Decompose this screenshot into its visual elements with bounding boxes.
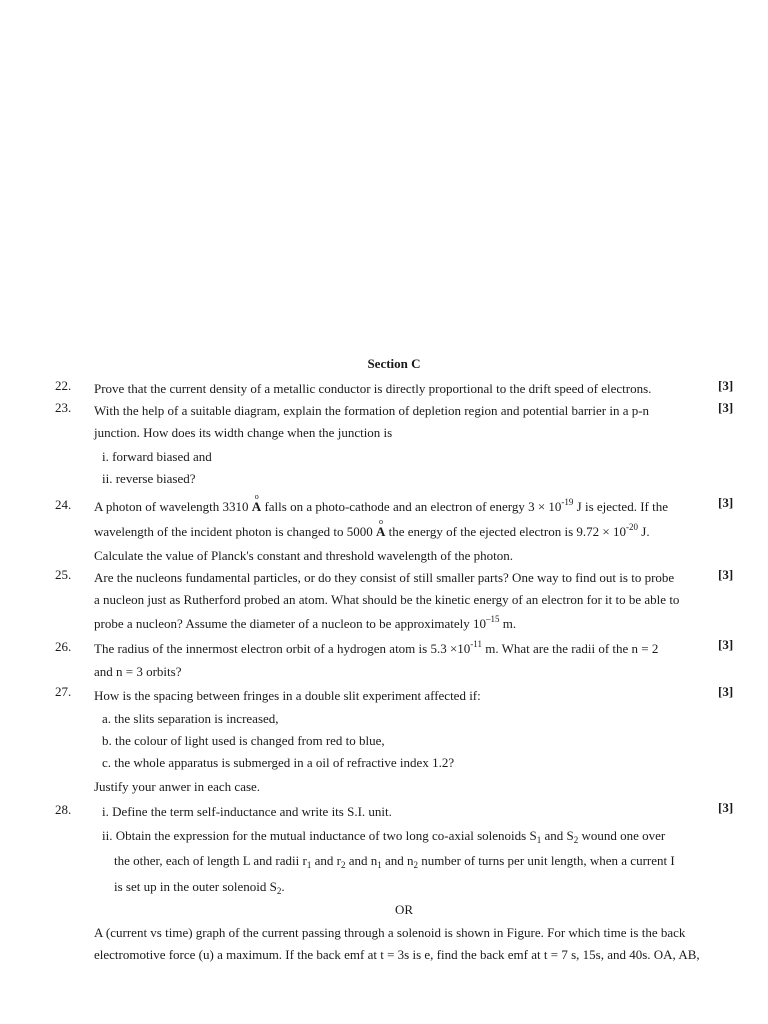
question-number: 27. — [55, 684, 72, 699]
question-text: i. Define the term self-inductance and write its S.I. unit. ii. Obtain the expression for the mutual inductance of two long co-axial solenoids $S_1$ and $S_2$ wound one over the other, each of length L and radii $r_1$ and $r_2$ and $n_1$ and $n_2$ number of turns per unit length, when a current I is set up in the outer solenoid $S_2$. — [94, 800, 734, 900]
question-number: 22. — [55, 378, 72, 393]
angstrom-unit: o A — [252, 495, 261, 519]
marks: [3] — [718, 800, 734, 815]
list-item: ii. Obtain the expression for the mutual inductance of two long co-axial solenoids $S_1$ and $S_2$ wound one over — [102, 828, 666, 845]
marks: [3] — [718, 378, 734, 393]
list-item: c. the whole apparatus is submerged in a oil of refractive index 1.2? — [102, 755, 455, 770]
question-text: A photon of wavelength 3310 o A falls on a photo-cathode and an electron of energy $3 \times 10^{-19}$ J is ejected. If the wavelength of the incident photon is changed to 5000 o A the energy of the ejected electron is $9.72 \times 10^{-20}$ J. Calculate the value of Planck's constant and threshold wavelength of the photon. — [94, 495, 706, 567]
question-number: 28. — [55, 802, 72, 817]
angstrom-unit: o A — [376, 519, 385, 545]
marks: [3] — [718, 400, 734, 415]
marks: [3] — [718, 567, 734, 582]
marks: [3] — [718, 684, 734, 699]
or-question-text: A (current vs time) graph of the current passing through a solenoid is shown in Figure. For which time is the back electromotive force (u) a maximum. If the back emf at t = 3s is e, find the back emf at t = 7 s, 15s, and 40s. OA, AB, — [94, 925, 700, 962]
question-text: Prove that the current density of a metallic conductor is directly proportional to the drift speed of electrons. — [94, 381, 652, 396]
marks: [3] — [718, 637, 734, 652]
question-number: 25. — [55, 567, 72, 582]
list-item: ii. reverse biased? — [102, 471, 196, 486]
list-item: a. the slits separation is increased, — [102, 711, 279, 726]
question-text: The radius of the innermost electron orbit of a hydrogen atom is $5.3 \times 10^{-11}$ m. What are the radii of the n = 2 and n = 3 orbits? — [94, 639, 659, 679]
question-number: 24. — [55, 497, 72, 512]
question-text: Are the nucleons fundamental particles, or do they consist of still smaller parts? One way to find out is to probe a nucleon just as Rutherford probed an atom. What should be the kinetic energy of an electron for it to be able to probe a nucleon? Assume the diameter of a nucleon to be approximately $10^{-15}$ m. — [94, 570, 680, 631]
marks: [3] — [718, 495, 734, 510]
question-text: How is the spacing between fringes in a double slit experiment affected if: a. the slits separation is increased, b. the colour of light used is changed from red to blue, c. the whole apparatus is submerged in a oil of refractive index 1.2? Justify your anwer in each case. — [94, 684, 706, 800]
question-number: 26. — [55, 639, 72, 654]
list-item: b. the colour of light used is changed from red to blue, — [102, 733, 385, 748]
question-text: With the help of a suitable diagram, explain the formation of depletion region and potential barrier in a p-n junction. How does its width change when the junction is i. forward biased and ii. reverse biased? — [94, 400, 706, 490]
or-divider: OR — [394, 902, 414, 917]
section-title: Section C — [367, 356, 421, 371]
list-item: i. forward biased and — [102, 449, 212, 464]
list-item: i. Define the term self-inductance and write its S.I. unit. — [102, 804, 392, 819]
question-number: 23. — [55, 400, 72, 415]
